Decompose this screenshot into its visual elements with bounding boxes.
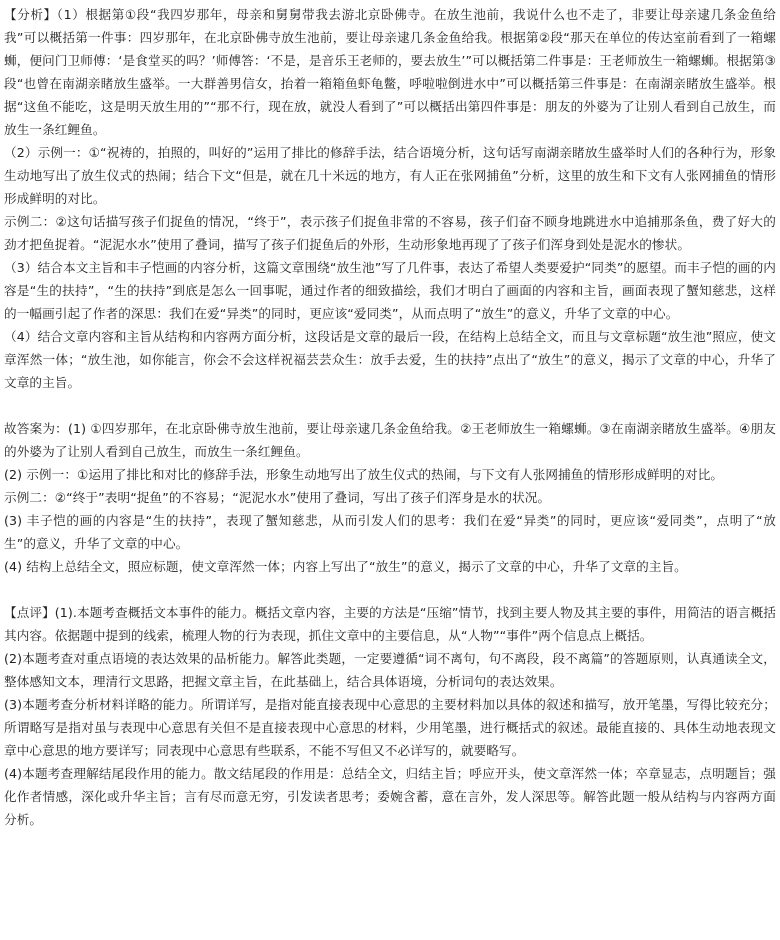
answer-paragraph-3: 示例二：②“终于”表明“捉鱼”的不容易；“泥泥水水”使用了叠词，写出了孩子们浑身是水的状况。 <box>4 490 551 505</box>
section-gap <box>4 394 776 417</box>
answer-paragraph-1: 故答案为：(1) ①四岁那年，在北京卧佛寺放生池前，要让母亲逮几条金鱼给我。②王老师放生一箱螺蛳。③在南湖亲睹放生盛举。④朋友的外婆为了让别人看到自己放生，而放生一条红鲤鱼。 <box>4 421 776 459</box>
analysis-paragraph-3: 示例二：②这句话描写孩子们捉鱼的情况，“终于”，表示孩子们捉鱼非常的不容易，孩子们奋不顾身地跳进水中追捕那条鱼，费了好大的劲才把鱼捉着。“泥泥水水”使用了叠词，描写了孩子们捉鱼后的外形，生动形象地再现了了孩子们浑身到处是泥水的惨状。 <box>4 214 776 252</box>
answer-paragraph-2: (2) 示例一：①运用了排比和对比的修辞手法，形象生动地写出了放生仪式的热闹，与下文有人张网捕鱼的情形形成鲜明的对比。 <box>4 467 724 482</box>
answer-section <box>4 417 776 578</box>
comment-paragraph-4: (4)本题考查理解结尾段作用的能力。散文结尾段的作用是：总结全文，归结主旨；呼应开头，使文章浑然一体；卒章显志，点明题旨；强化作者情感，深化或升华主旨；言有尽而意无穷，引发读者思考；委婉含蓄，意在言外，发人深思等。解答此题一般从结构与内容两方面分析。 <box>4 766 776 827</box>
analysis-section <box>4 3 776 394</box>
comment-paragraph-1: 【点评】(1).本题考查概括文本事件的能力。概括文章内容，主要的方法是“压缩”情节，找到主要人物及其主要的事件，用简洁的语言概括其内容。依据题中提到的线索，梳理人物的行为表现，抓住文章中的主要信息，从“人物”“事件”两个信息点上概括。 <box>4 605 776 643</box>
answer-paragraph-5: (4) 结构上总结全文，照应标题，使文章浑然一体；内容上写出了“放生”的意义，揭示了文章的中心，升华了文章的主旨。 <box>4 559 687 574</box>
analysis-paragraph-4: （3）结合本文主旨和丰子恺画的内容分析，这篇文章围绕“放生池”写了几件事，表达了希望人类要爱护“同类”的愿望。而丰子恺的画的内容是“生的扶持”，“生的扶持”到底是怎么一回事呢，通过作者的细致描绘，我们才明白了画面的内容和主旨，画面表现了蟹知慈悲，这样的一幅画引起了作者的深思：我们在爱“异类”的同时，更应该“爱同类”，从而点明了“放生”的意义，升华了文章的中心。 <box>4 260 776 321</box>
analysis-paragraph-1: 【分析】（1）根据第①段“我四岁那年，母亲和舅舅带我去游北京卧佛寺。在放生池前，我说什么也不走了，非要让母亲逮几条金鱼给我”可以概括第一件事：四岁那年，在北京卧佛寺放生池前，要让母亲逮几条金鱼给我。根据第②段“那天在单位的传达室前看到了一箱螺蛳，便问门卫师傅：‘是食堂买的吗？’师傅答：‘不是，是音乐王老师的，要去放生’”可以概括第二件事是：王老师放生一箱螺蛳。根据第③段“也曾在南湖亲睹放生盛举。一大群善男信女，抬着一箱箱鱼虾龟鳖，呼啦啦倒进水中”可以概括第三件事是：在南湖亲睹放生盛举。根据“这鱼不能吃，这是明天放生用的”“那不行，现在放，就没人看到了”可以概括出第四件事是：朋友的外婆为了让别人看到自己放生，而放生一条红鲤鱼。 <box>4 7 776 137</box>
answer-paragraph-4: (3) 丰子恺的画的内容是“生的扶持”，表现了蟹知慈悲，从而引发人们的思考：我们在爱“异类”的同时，更应该“爱同类”，点明了“放生”的意义，升华了文章的中心。 <box>4 513 776 551</box>
section-gap <box>4 578 776 601</box>
analysis-paragraph-5: （4）结合文章内容和主旨从结构和内容两方面分析，这段话是文章的最后一段，在结构上总结全文，而且与文章标题“放生池”照应，使文章浑然一体；“放生池，如你能言，你会不会这样祝福芸芸众生：放手去爱，生的扶持”点出了“放生”的意义，揭示了文章的中心，升华了文章的主旨。 <box>4 329 776 390</box>
comment-section <box>4 601 776 831</box>
analysis-paragraph-2: （2）示例一：①“祝祷的，拍照的，叫好的”运用了排比的修辞手法，结合语境分析，这句话写南湖亲睹放生盛举时人们的各种行为，形象生动地写出了放生仪式的热闹；结合下文“但是，就在几十米远的地方，有人正在张网捕鱼”分析，这里的放生和下文有人张网捕鱼的情形形成鲜明的对比。 <box>4 145 776 206</box>
comment-paragraph-2: (2)本题考查对重点语境的表达效果的品析能力。解答此类题，一定要遵循“词不离句，句不离段，段不离篇”的答题原则，认真通读全文，整体感知文本，理清行文思路，把握文章主旨，在此基础上，结合具体语境，分析词句的表达效果。 <box>4 651 776 689</box>
comment-paragraph-3: (3)本题考查分析材料详略的能力。所谓详写，是指对能直接表现中心意思的主要材料加以具体的叙述和描写，放开笔墨，写得比较充分；所谓略写是指对虽与表现中心意思有关但不是直接表现中心意思的材料，少用笔墨，进行概括式的叙述。最能直接的、具体生动地表现文章中心意思的地方要详写；同表现中心意思有些联系，不能不写但又不必详写的，就要略写。 <box>4 697 776 758</box>
